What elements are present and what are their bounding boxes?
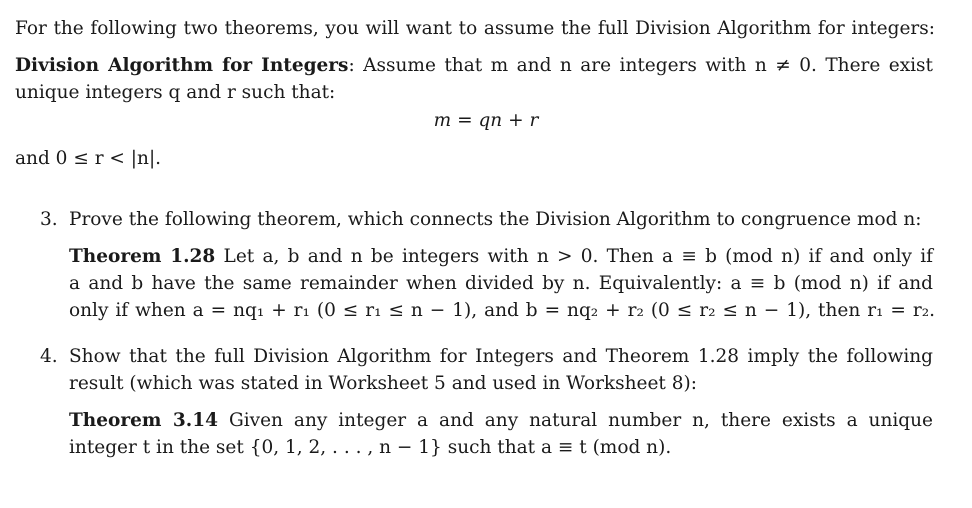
division-algorithm-line1 [15,54,933,78]
theorem-3-14-statement: Given any integer a and any natural number n, there exists a unique [218,410,934,431]
theorem-1-28-label: Theorem 1.28 [69,246,216,267]
theorem-1-28-statement: Let a, b and n be integers with n > 0. Then a ≡ b (mod n) if and only if [215,246,934,267]
intro-text: For the following two theorems, you will want to assume the full Division Algorithm for integers: [15,18,935,39]
problem-3-number: 3. [40,209,58,230]
problem-3-prompt: Prove the following theorem, which connects the Division Algorithm to congruence mod n: [69,209,922,230]
division-algorithm-heading: Division Algorithm for Integers [15,55,349,76]
theorem-1-28-line3: only if when a = nq₁ + r₁ (0 ≤ r₁ ≤ n − 1), and b = nq₂ + r₂ (0 ≤ r₂ ≤ n − 1), then r₁ = r₂. [69,300,935,321]
problem-4-prompt-line2: result (which was stated in Worksheet 5 and used in Worksheet 8): [69,373,697,394]
division-algorithm-line2: unique integers q and r such that: [15,82,336,103]
problem-4-prompt-line1: Show that the full Division Algorithm for Integers and Theorem 1.28 imply the following [69,346,933,367]
theorem-3-14-label: Theorem 3.14 [69,410,218,431]
division-condition: and 0 ≤ r < |n|. [15,148,162,169]
theorem-1-28-line1 [69,245,933,269]
division-algorithm-statement: : Assume that m and n are integers with n ≠ 0. There exist [348,55,933,76]
theorem-1-28-line2: a and b have the same remainder when divided by n. Equivalently: a ≡ b (mod n) if and [69,273,933,294]
theorem-3-14-line1 [69,409,933,433]
theorem-3-14-line2: integer t in the set {0, 1, 2, . . . , n − 1} such that a ≡ t (mod n). [69,437,672,458]
problem-4-number: 4. [40,346,58,367]
division-equation: m = qn + r [433,110,539,131]
